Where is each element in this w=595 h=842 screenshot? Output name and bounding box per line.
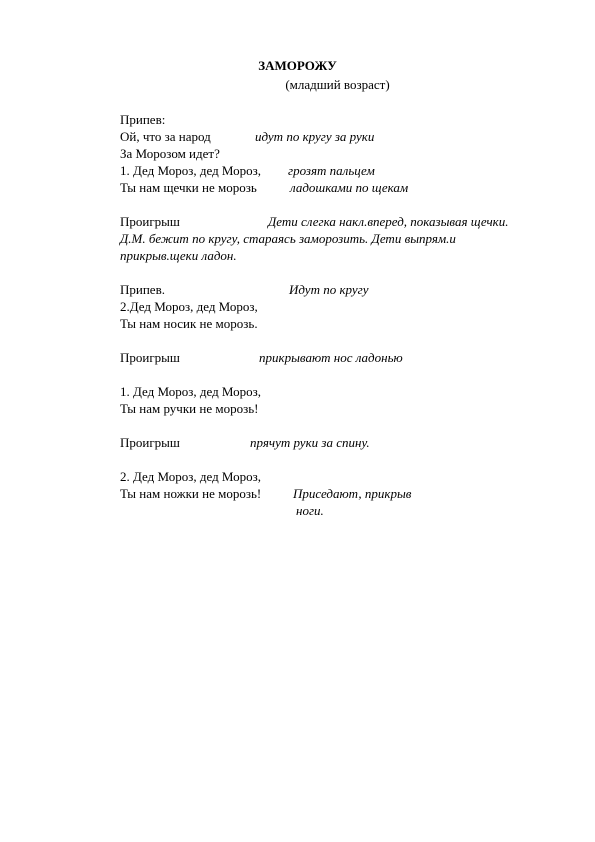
stage-direction: Приседают, прикрыв	[293, 486, 412, 501]
verse-line: Ты нам носик не морозь.	[120, 316, 258, 331]
verse-line: 1. Дед Мороз, дед Мороз,	[120, 384, 262, 399]
verse-line: Ой, что за народ	[120, 129, 211, 144]
stage-direction: Дети слегка накл.вперед, показывая щечки.	[268, 214, 509, 229]
verse-line: 2.Дед Мороз, дед Мороз,	[120, 299, 258, 314]
chorus-label: Припев.	[120, 282, 165, 297]
interlude-label: Проигрыш	[120, 350, 180, 365]
stage-direction: прикрывают нос ладонью	[259, 350, 403, 365]
chorus-label: Припев:	[120, 112, 166, 127]
stage-direction: ладошками по щекам	[290, 180, 409, 195]
stage-direction: прячут руки за спину.	[250, 435, 370, 450]
stage-direction: ноги.	[296, 503, 324, 518]
verse-line: За Морозом идет?	[120, 146, 220, 161]
stage-direction: идут по кругу за руки	[255, 129, 375, 144]
verse-line: 2. Дед Мороз, дед Мороз,	[120, 469, 262, 484]
verse-line: Ты нам ручки не морозь!	[120, 401, 259, 416]
stage-direction: Д.М. бежит по кругу, стараясь заморозить. Дети выпрям.и	[120, 231, 456, 246]
song-title: ЗАМОРОЖУ	[258, 58, 337, 73]
stage-direction: грозят пальцем	[288, 163, 375, 178]
age-subtitle: (младший возраст)	[285, 77, 390, 92]
verse-line: 1. Дед Мороз, дед Мороз,	[120, 163, 262, 178]
stage-direction: Идут по кругу	[289, 282, 369, 297]
interlude-label: Проигрыш	[120, 435, 180, 450]
verse-line: Ты нам щечки не морозь	[120, 180, 257, 195]
stage-direction: прикрыв.щеки ладон.	[120, 248, 237, 263]
verse-line: Ты нам ножки не морозь!	[120, 486, 262, 501]
interlude-label: Проигрыш	[120, 214, 180, 229]
